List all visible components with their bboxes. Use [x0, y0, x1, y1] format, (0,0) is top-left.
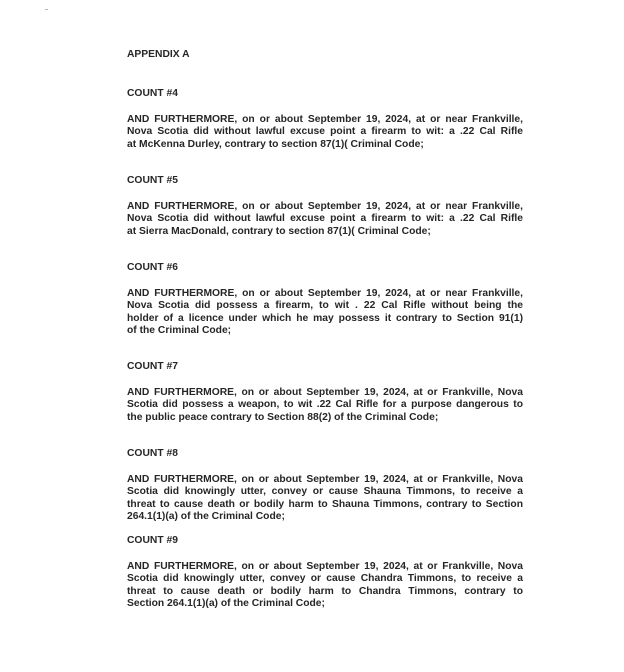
count-line: AND FURTHERMORE, on or about September 19, 2024, at or Frankville, Nova — [127, 473, 523, 485]
count-line: threat to cause death or bodily harm to Shauna Timmons, contrary to Section — [127, 498, 523, 510]
count-line: of the Criminal Code; — [127, 325, 232, 337]
count-6 — [127, 262, 523, 338]
count-line: Nova Scotia did without lawful excuse point a firearm to wit: a .22 Cal Rifle — [127, 126, 523, 138]
count-heading: COUNT #9 — [127, 535, 178, 546]
count-line: Nova Scotia did possess a firearm, to wit . 22 Cal Rifle without being the — [127, 300, 523, 312]
count-heading: COUNT #5 — [127, 175, 178, 186]
count-line: the public peace contrary to Section 88(2) of the Criminal Code; — [127, 411, 439, 423]
count-line: holder of a licence under which he may possess it contrary to Section 91(1) — [127, 312, 523, 324]
count-body — [127, 288, 523, 338]
count-line: Nova Scotia did without lawful excuse point a firearm to wit: a .22 Cal Rifle — [127, 213, 523, 225]
count-9 — [127, 535, 523, 611]
count-line: AND FURTHERMORE, on or about September 19, 2024, at or Frankville, Nova — [127, 560, 523, 572]
count-body — [127, 561, 523, 611]
count-body — [127, 114, 523, 152]
count-line: AND FURTHERMORE, on or about September 19, 2024, at or near Frankville, — [127, 113, 523, 125]
count-body — [127, 387, 523, 425]
count-line: at McKenna Durley, contrary to section 87(1)( Criminal Code; — [127, 138, 424, 150]
count-line: at Sierra MacDonald, contrary to section 87(1)( Criminal Code; — [127, 225, 431, 237]
count-heading: COUNT #4 — [127, 88, 178, 99]
count-line: Section 264.1(1)(a) of the Criminal Code; — [127, 598, 325, 610]
count-line: AND FURTHERMORE, on or about September 19, 2024, at or Frankville, Nova — [127, 386, 523, 398]
count-heading: COUNT #8 — [127, 448, 178, 459]
count-7 — [127, 361, 523, 424]
count-heading: COUNT #7 — [127, 361, 178, 372]
count-8 — [127, 448, 523, 524]
count-heading: COUNT #6 — [127, 262, 178, 273]
appendix-title: APPENDIX A — [127, 49, 190, 60]
count-line: Scotia did knowingly utter, convey or cause Shauna Timmons, to receive a — [127, 486, 523, 498]
count-line: Scotia did possess a weapon, to wit .22 Cal Rifle for a purpose dangerous to — [127, 399, 523, 411]
count-line: AND FURTHERMORE, on or about September 19, 2024, at or near Frankville, — [127, 200, 523, 212]
count-4 — [127, 88, 523, 151]
count-body — [127, 474, 523, 524]
count-line: threat to cause death or bodily harm to Chandra Timmons, contrary to — [127, 585, 523, 597]
count-line: AND FURTHERMORE, on or about September 19, 2024, at or near Frankville, — [127, 287, 523, 299]
count-line: Scotia did knowingly utter, convey or cause Chandra Timmons, to receive a — [127, 573, 523, 585]
count-5 — [127, 175, 523, 238]
count-body — [127, 201, 523, 239]
count-line: 264.1(1)(a) of the Criminal Code; — [127, 511, 285, 523]
scan-speck — [45, 9, 48, 10]
